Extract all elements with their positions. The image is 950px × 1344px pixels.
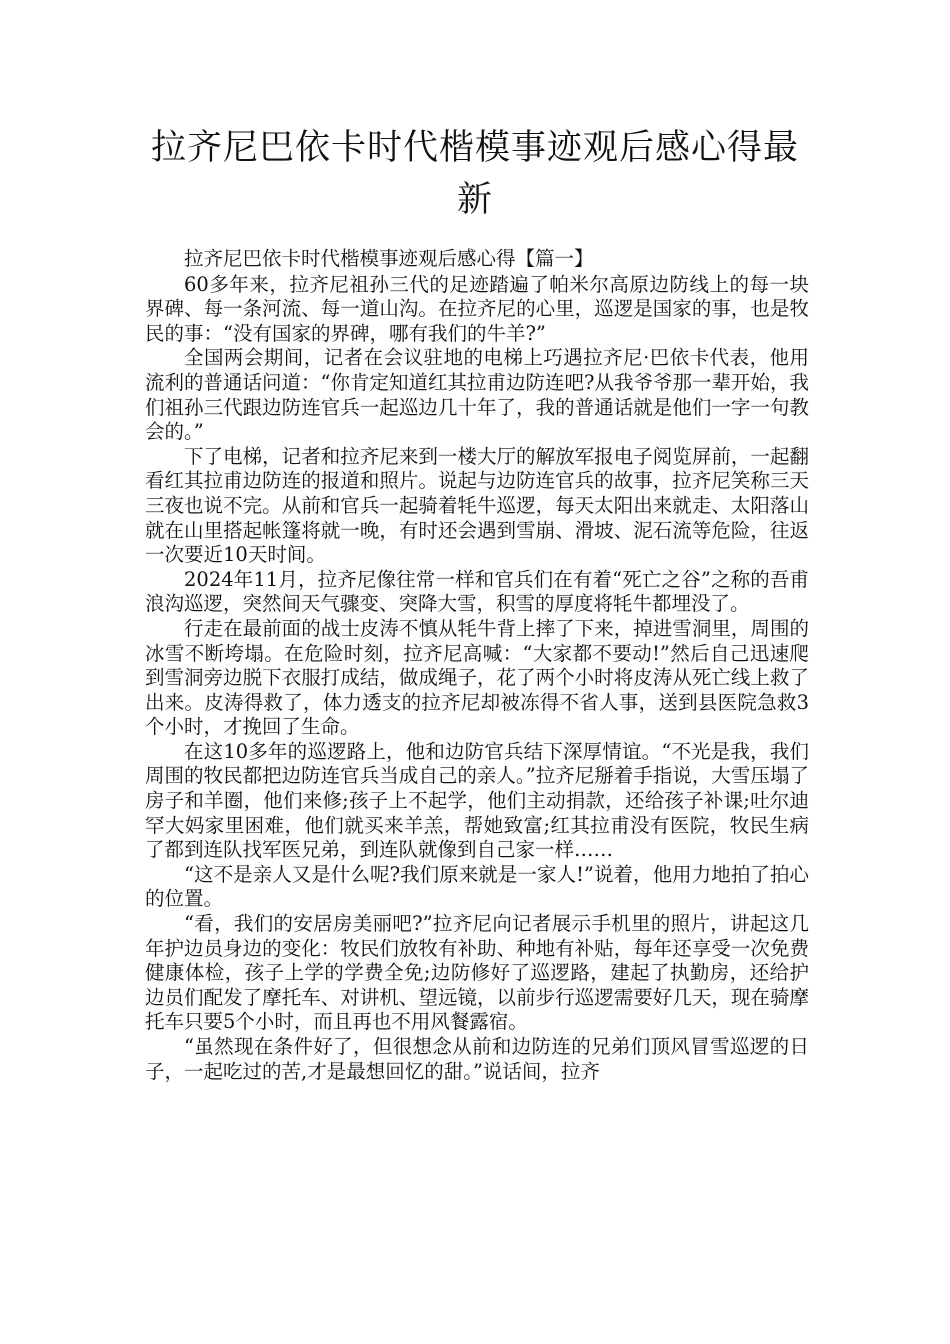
document-body [145,247,809,1084]
paragraph-9: “虽然现在条件好了，但很想念从前和边防连的兄弟们顶风冒雪巡逻的日子，一起吃过的苦,才是最想回忆的甜。”说话间，拉齐 [145,1035,809,1083]
paragraph-6: 在这10多年的巡逻路上，他和边防官兵结下深厚情谊。“不光是我，我们周围的牧民都把边防连官兵当成自己的亲人。”拉齐尼掰着手指说，大雪压塌了房子和羊圈，他们来修;孩子上不起学，他们主动捐款，还给孩子补课;吐尔迪罕大妈家里困难，他们就买来羊羔，帮她致富;红其拉甫没有医院，牧民生病了都到连队找军医兄弟，到连队就像到自己家一样…… [145,739,809,862]
paragraph-2: 全国两会期间，记者在会议驻地的电梯上巧遇拉齐尼·巴依卡代表，他用流利的普通话问道：“你肯定知道红其拉甫边防连吧?从我爷爷那一辈开始，我们祖孙三代跟边防连官兵一起巡边几十年了，我的普通话就是他们一字一句教会的。” [145,346,809,444]
paragraph-1: 60多年来，拉齐尼祖孙三代的足迹踏遍了帕米尔高原边防线上的每一块界碑、每一条河流、每一道山沟。在拉齐尼的心里，巡逻是国家的事，也是牧民的事：“没有国家的界碑，哪有我们的牛羊?” [145,272,809,345]
paragraph-5: 行走在最前面的战士皮涛不慎从牦牛背上摔了下来，掉进雪洞里，周围的冰雪不断垮塌。在危险时刻，拉齐尼高喊：“大家都不要动!”然后自己迅速爬到雪洞旁边脱下衣服打成结，做成绳子，花了两个小时将皮涛从死亡线上救了出来。皮涛得救了，体力透支的拉齐尼却被冻得不省人事，送到县医院急救3个小时，才挽回了生命。 [145,616,809,739]
paragraph-4: 2024年11月，拉齐尼像往常一样和官兵们在有着“死亡之谷”之称的吾甫浪沟巡逻，突然间天气骤变、突降大雪，积雪的厚度将牦牛都埋没了。 [145,567,809,616]
paragraph-8: “看，我们的安居房美丽吧?”拉齐尼向记者展示手机里的照片，讲起这几年护边员身边的变化：牧民们放牧有补助、种地有补贴，每年还享受一次免费健康体检，孩子上学的学费全免;边防修好了巡逻路，建起了执勤房，还给护边员们配发了摩托车、对讲机、望远镜，以前步行巡逻需要好几天，现在骑摩托车只要5个小时，而且再也不用风餐露宿。 [145,912,809,1034]
section-heading: 拉齐尼巴依卡时代楷模事迹观后感心得【篇一】 [184,247,594,270]
document-title: 拉齐尼巴依卡时代楷模事迹观后感心得最新 [150,128,799,220]
paragraph-7: “这不是亲人又是什么呢?我们原来就是一家人!”说着，他用力地拍了拍心的位置。 [145,862,809,911]
paragraph-3: 下了电梯，记者和拉齐尼来到一楼大厅的解放军报电子阅览屏前，一起翻看红其拉甫边防连的报道和照片。说起与边防连官兵的故事，拉齐尼笑称三天三夜也说不完。从前和官兵一起骑着牦牛巡逻，每天太阳出来就走、太阳落山就在山里搭起帐篷将就一晚，有时还会遇到雪崩、滑坡、泥石流等危险，往返一次要近10天时间。 [145,444,809,567]
